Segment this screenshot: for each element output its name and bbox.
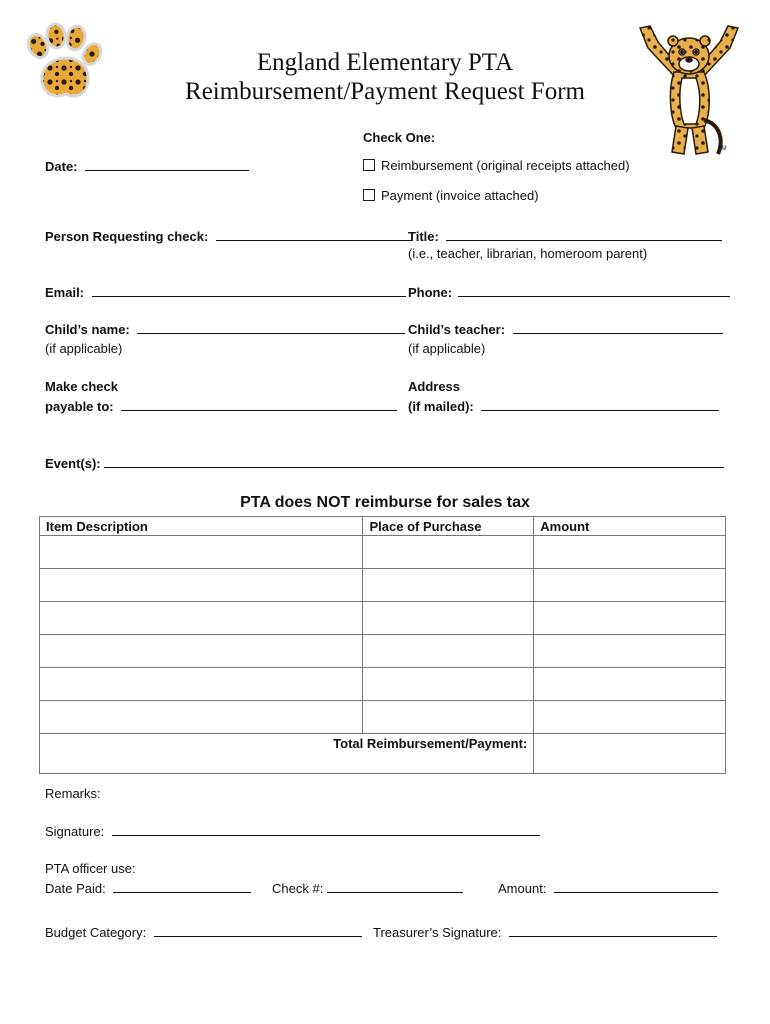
date-paid-field[interactable] bbox=[45, 880, 251, 897]
table-header-row bbox=[40, 517, 726, 536]
total-label: Total Reimbursement/Payment: bbox=[40, 734, 534, 774]
phone-field[interactable] bbox=[408, 284, 730, 301]
place-of-purchase-header: Place of Purchase bbox=[363, 517, 534, 536]
place-of-purchase-cell[interactable] bbox=[363, 701, 534, 734]
amount-cell[interactable] bbox=[534, 635, 726, 668]
signature-field[interactable] bbox=[45, 823, 540, 840]
check-number-line[interactable] bbox=[327, 880, 463, 893]
payable-line[interactable] bbox=[121, 398, 397, 411]
total-row bbox=[40, 734, 726, 774]
amount-cell[interactable] bbox=[534, 701, 726, 734]
form-title-line1: England Elementary PTA bbox=[256, 49, 514, 76]
amount-header: Amount bbox=[534, 517, 726, 536]
total-amount-cell[interactable] bbox=[534, 734, 726, 774]
paw-print-logo bbox=[18, 22, 108, 104]
reimbursement-label: Reimbursement (original receipts attached) bbox=[381, 158, 630, 173]
phone-line[interactable] bbox=[458, 284, 730, 297]
item-description-cell[interactable] bbox=[40, 668, 363, 701]
officer-use-label: PTA officer use: bbox=[45, 861, 136, 876]
item-description-cell[interactable] bbox=[40, 569, 363, 602]
item-description-cell[interactable] bbox=[40, 536, 363, 569]
child-name-field[interactable] bbox=[45, 321, 405, 338]
email-label: Email: bbox=[45, 285, 85, 300]
treasurer-signature-label: Treasurer’s Signature: bbox=[373, 925, 502, 940]
title-field[interactable] bbox=[408, 228, 722, 245]
treasurer-signature-line[interactable] bbox=[509, 924, 717, 937]
table-row bbox=[40, 602, 726, 635]
amount-line[interactable] bbox=[554, 880, 718, 893]
signature-line[interactable] bbox=[112, 823, 540, 836]
child-name-note: (if applicable) bbox=[45, 341, 123, 356]
payment-label: Payment (invoice attached) bbox=[381, 188, 539, 203]
date-field[interactable] bbox=[45, 158, 249, 175]
sales-tax-notice: PTA does NOT reimburse for sales tax bbox=[240, 494, 530, 511]
person-requesting-label: Person Requesting check: bbox=[45, 229, 209, 244]
amount-cell[interactable] bbox=[534, 569, 726, 602]
payable-field[interactable] bbox=[45, 398, 397, 415]
title-label: Title: bbox=[408, 229, 439, 244]
amount-cell[interactable] bbox=[534, 602, 726, 635]
item-description-header: Item Description bbox=[40, 517, 363, 536]
item-description-cell[interactable] bbox=[40, 602, 363, 635]
payable-label: payable to: bbox=[45, 399, 114, 414]
events-line[interactable] bbox=[104, 455, 724, 468]
table-row bbox=[40, 569, 726, 602]
reimbursement-option[interactable] bbox=[363, 158, 630, 174]
form-title-line2: Reimbursement/Payment Request Form bbox=[185, 78, 585, 105]
email-field[interactable] bbox=[45, 284, 406, 301]
address-line[interactable] bbox=[481, 398, 719, 411]
events-label: Event(s): bbox=[45, 456, 101, 471]
child-name-label: Child’s name: bbox=[45, 322, 130, 337]
budget-category-field[interactable] bbox=[45, 924, 362, 941]
address-label-line1: Address bbox=[408, 379, 461, 394]
reimbursement-checkbox[interactable] bbox=[363, 159, 375, 171]
child-teacher-field[interactable] bbox=[408, 321, 723, 338]
child-teacher-line[interactable] bbox=[513, 321, 723, 334]
item-description-cell[interactable] bbox=[40, 701, 363, 734]
signature-label: Signature: bbox=[45, 824, 105, 839]
amount-cell[interactable] bbox=[534, 668, 726, 701]
place-of-purchase-cell[interactable] bbox=[363, 602, 534, 635]
place-of-purchase-cell[interactable] bbox=[363, 569, 534, 602]
table-row bbox=[40, 668, 726, 701]
person-requesting-line[interactable] bbox=[216, 228, 412, 241]
payable-label-line1: Make check bbox=[45, 379, 118, 394]
amount-cell[interactable] bbox=[534, 536, 726, 569]
treasurer-signature-field[interactable] bbox=[373, 924, 717, 941]
email-line[interactable] bbox=[92, 284, 406, 297]
table-row bbox=[40, 701, 726, 734]
amount-field[interactable] bbox=[498, 880, 718, 897]
child-teacher-note: (if applicable) bbox=[408, 341, 486, 356]
payment-checkbox[interactable] bbox=[363, 189, 375, 201]
budget-category-label: Budget Category: bbox=[45, 925, 147, 940]
budget-category-line[interactable] bbox=[154, 924, 362, 937]
items-table bbox=[39, 516, 726, 774]
item-description-cell[interactable] bbox=[40, 635, 363, 668]
check-number-label: Check #: bbox=[272, 881, 324, 896]
date-line[interactable] bbox=[85, 158, 249, 171]
date-label: Date: bbox=[45, 159, 78, 174]
child-teacher-label: Child’s teacher: bbox=[408, 322, 506, 337]
amount-label: Amount: bbox=[498, 881, 547, 896]
remarks-label: Remarks: bbox=[45, 786, 101, 801]
check-one-heading: Check One: bbox=[363, 130, 436, 145]
child-name-line[interactable] bbox=[137, 321, 405, 334]
date-paid-label: Date Paid: bbox=[45, 881, 106, 896]
date-paid-line[interactable] bbox=[113, 880, 251, 893]
place-of-purchase-cell[interactable] bbox=[363, 668, 534, 701]
table-row bbox=[40, 536, 726, 569]
address-label: (if mailed): bbox=[408, 399, 474, 414]
title-line[interactable] bbox=[446, 228, 722, 241]
place-of-purchase-cell[interactable] bbox=[363, 536, 534, 569]
events-field[interactable] bbox=[45, 455, 724, 472]
check-number-field[interactable] bbox=[272, 880, 463, 897]
mascot-trademark: TM bbox=[718, 146, 727, 152]
phone-label: Phone: bbox=[408, 285, 453, 300]
table-row bbox=[40, 635, 726, 668]
address-field[interactable] bbox=[408, 398, 719, 415]
payment-option[interactable] bbox=[363, 188, 539, 204]
person-requesting-field[interactable] bbox=[45, 228, 412, 245]
title-note: (i.e., teacher, librarian, homeroom parent) bbox=[408, 246, 648, 261]
place-of-purchase-cell[interactable] bbox=[363, 635, 534, 668]
